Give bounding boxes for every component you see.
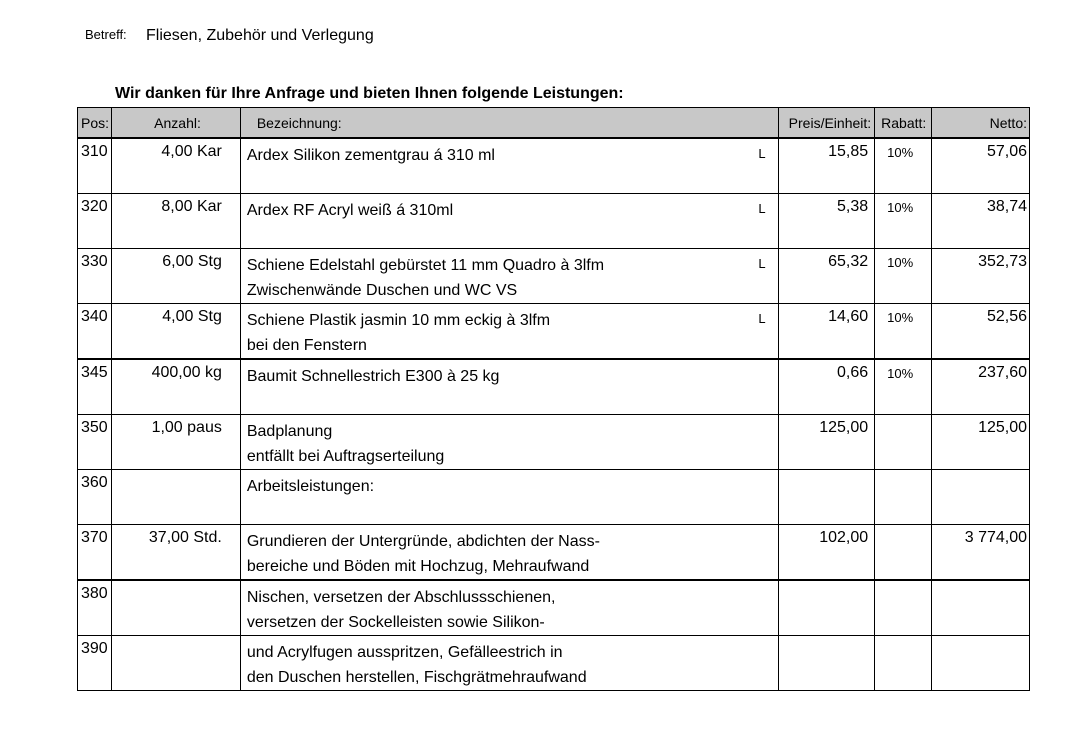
- row-discount: [875, 470, 932, 525]
- row-description-line-1: Grundieren der Untergründe, abdichten der Nass-: [246, 533, 600, 550]
- row-description: [240, 359, 778, 415]
- row-quantity: 1,00 paus: [112, 415, 241, 470]
- row-quantity: [112, 636, 241, 691]
- row-pos: 350: [78, 415, 112, 470]
- row-unit-price: [778, 580, 875, 636]
- row-net: [932, 580, 1030, 636]
- table-row: [78, 636, 1030, 691]
- row-description-line-2: [247, 499, 778, 524]
- row-description-line-1: Schiene Plastik jasmin 10 mm eckig à 3lfm: [246, 312, 551, 329]
- row-discount: [875, 525, 932, 581]
- column-header-net: Netto:: [932, 108, 1030, 139]
- row-description: [240, 249, 778, 304]
- row-description-line-2: bereiche und Böden mit Hochzug, Mehraufwand: [246, 558, 590, 575]
- column-header-description: Bezeichnung:: [240, 108, 778, 139]
- row-description-line-2: Zwischenwände Duschen und WC VS: [246, 282, 518, 299]
- row-unit-price: 5,38: [778, 194, 875, 249]
- row-net: 57,06: [932, 138, 1030, 194]
- row-pos: 340: [78, 304, 112, 360]
- column-header-pos: Pos:: [78, 108, 112, 139]
- table-header-row: [78, 108, 1030, 139]
- row-net: 52,56: [932, 304, 1030, 360]
- row-description-line-2: [247, 223, 778, 248]
- row-unit-price: 65,32: [778, 249, 875, 304]
- table-row: [78, 304, 1030, 360]
- quote-table: [77, 107, 1030, 691]
- row-description: [240, 580, 778, 636]
- row-description-line-1: Schiene Edelstahl gebürstet 11 mm Quadro à 3lfm: [246, 257, 605, 274]
- row-net: 237,60: [932, 359, 1030, 415]
- row-flag: L: [758, 311, 766, 326]
- row-unit-price: 15,85: [778, 138, 875, 194]
- row-description-line-1: Baumit Schnellestrich E300 à 25 kg: [246, 368, 500, 385]
- row-unit-price: 125,00: [778, 415, 875, 470]
- row-discount: 10%: [875, 304, 932, 360]
- row-net: 125,00: [932, 415, 1030, 470]
- row-pos: 330: [78, 249, 112, 304]
- row-pos: 320: [78, 194, 112, 249]
- row-pos: 345: [78, 359, 112, 415]
- row-quantity: 37,00 Std.: [112, 525, 241, 581]
- row-description: [240, 415, 778, 470]
- row-description: [240, 194, 778, 249]
- row-quantity: 6,00 Stg: [112, 249, 241, 304]
- row-description-line-2: versetzen der Sockelleisten sowie Silikon-: [246, 614, 545, 631]
- row-description-line-2: bei den Fenstern: [246, 337, 367, 354]
- table-row: [78, 249, 1030, 304]
- subject-label: Betreff:: [85, 27, 127, 42]
- row-discount: 10%: [875, 249, 932, 304]
- row-flag: L: [758, 256, 766, 271]
- row-unit-price: [778, 636, 875, 691]
- row-discount: [875, 415, 932, 470]
- table-row: [78, 525, 1030, 581]
- row-flag: L: [758, 146, 766, 161]
- row-unit-price: 14,60: [778, 304, 875, 360]
- row-description-line-2: entfällt bei Auftragserteilung: [246, 448, 445, 465]
- row-pos: 380: [78, 580, 112, 636]
- row-description-line-1: und Acrylfugen ausspritzen, Gefälleestrich in: [246, 644, 563, 661]
- row-unit-price: 0,66: [778, 359, 875, 415]
- table-row: [78, 138, 1030, 194]
- row-description: [240, 138, 778, 194]
- row-net: 352,73: [932, 249, 1030, 304]
- row-pos: 370: [78, 525, 112, 581]
- row-net: [932, 470, 1030, 525]
- row-discount: 10%: [875, 194, 932, 249]
- row-description-line-1: Ardex Silikon zementgrau á 310 ml: [246, 147, 495, 164]
- row-discount: [875, 580, 932, 636]
- column-header-unit-price: Preis/Einheit:: [778, 108, 875, 139]
- row-discount: 10%: [875, 359, 932, 415]
- table-row: [78, 194, 1030, 249]
- row-flag: L: [758, 201, 766, 216]
- row-description: [240, 470, 778, 525]
- row-quantity: [112, 470, 241, 525]
- column-header-quantity: Anzahl:: [112, 108, 241, 139]
- row-description-line-2: [247, 389, 778, 414]
- table-row: [78, 580, 1030, 636]
- row-unit-price: 102,00: [778, 525, 875, 581]
- row-description: [240, 636, 778, 691]
- row-description: [240, 304, 778, 360]
- row-pos: 310: [78, 138, 112, 194]
- row-quantity: 4,00 Stg: [112, 304, 241, 360]
- row-description-line-1: Arbeitsleistungen:: [246, 478, 375, 495]
- row-pos: 360: [78, 470, 112, 525]
- row-quantity: 8,00 Kar: [112, 194, 241, 249]
- row-net: [932, 636, 1030, 691]
- row-description: [240, 525, 778, 581]
- table-row: [78, 415, 1030, 470]
- row-net: 38,74: [932, 194, 1030, 249]
- row-description-line-1: Ardex RF Acryl weiß á 310ml: [246, 202, 454, 219]
- row-discount: [875, 636, 932, 691]
- row-description-line-2: [247, 168, 778, 193]
- table-row: [78, 359, 1030, 415]
- intro-text: Wir danken für Ihre Anfrage und bieten Ihnen folgende Leistungen:: [115, 85, 624, 102]
- row-quantity: 4,00 Kar: [112, 138, 241, 194]
- row-quantity: 400,00 kg: [112, 359, 241, 415]
- row-quantity: [112, 580, 241, 636]
- table-row: [78, 470, 1030, 525]
- row-description-line-2: den Duschen herstellen, Fischgrätmehraufwand: [246, 669, 587, 686]
- row-unit-price: [778, 470, 875, 525]
- row-description-line-1: Nischen, versetzen der Abschlussschienen,: [246, 589, 556, 606]
- subject-value: Fliesen, Zubehör und Verlegung: [146, 27, 374, 44]
- row-description-line-1: Badplanung: [246, 423, 333, 440]
- row-discount: 10%: [875, 138, 932, 194]
- row-net: 3 774,00: [932, 525, 1030, 581]
- row-pos: 390: [78, 636, 112, 691]
- column-header-discount: Rabatt:: [875, 108, 932, 139]
